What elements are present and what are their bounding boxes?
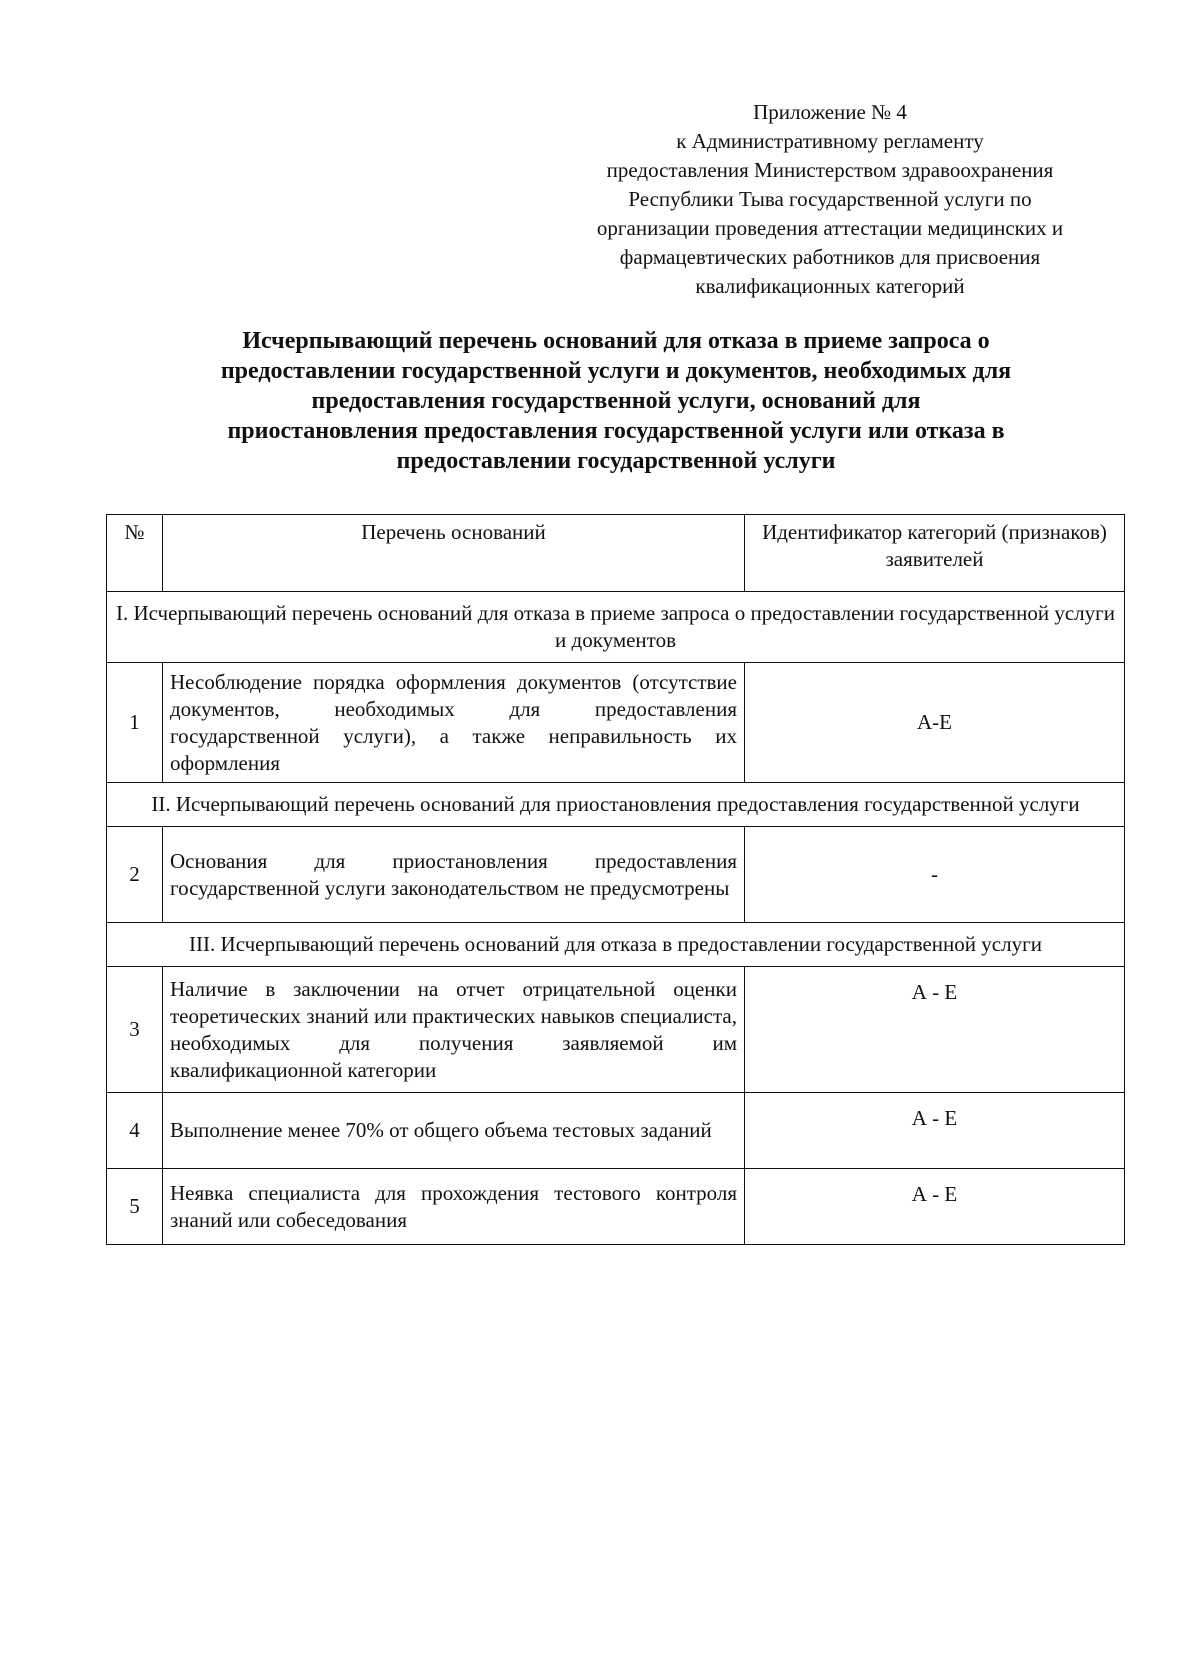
row-identifier: А - Е (745, 1093, 1125, 1169)
row-reason: Выполнение менее 70% от общего объема тестовых заданий (163, 1093, 745, 1169)
row-identifier: А-Е (745, 663, 1125, 783)
section-heading: I. Исчерпывающий перечень оснований для отказа в приеме запроса о предоставлении государственной услуги и документов (107, 592, 1125, 663)
annex-line: квалификационных категорий (695, 274, 965, 298)
row-num: 3 (107, 967, 163, 1093)
title-line: предоставлении государственной услуги и документов, необходимых для (220, 358, 1012, 384)
annex-line: к Административному регламенту (676, 129, 984, 153)
grounds-table (106, 514, 1125, 1245)
row-reason: Наличие в заключении на отчет отрицательной оценки теоретических знаний или практических навыков специалиста, необходимых для получения заявляемой им квалификационной категории (163, 967, 745, 1093)
document-title (108, 326, 1124, 476)
row-identifier: - (745, 827, 1125, 923)
header-reason: Перечень оснований (163, 515, 745, 592)
annex-line: предоставления Министерством здравоохранения (606, 158, 1054, 182)
section-heading: III. Исчерпывающий перечень оснований для отказа в предоставлении государственной услуги (107, 923, 1125, 967)
title-line: предоставлении государственной услуги (396, 448, 836, 474)
section-row (107, 783, 1125, 827)
section-heading: II. Исчерпывающий перечень оснований для приостановления предоставления государственной услуги (107, 783, 1125, 827)
annex-line: организации проведения аттестации медицинских и (596, 216, 1064, 240)
row-num: 4 (107, 1093, 163, 1169)
table-row (107, 1093, 1125, 1169)
row-num: 5 (107, 1169, 163, 1245)
row-identifier: А - Е (745, 1169, 1125, 1245)
header-num: № (107, 515, 163, 592)
annex-line: Приложение № 4 (753, 100, 907, 124)
table-row (107, 1169, 1125, 1245)
table-header-row (107, 515, 1125, 592)
header-identifier: Идентификатор категорий (признаков) заявителей (745, 515, 1125, 592)
row-reason: Несоблюдение порядка оформления документов (отсутствие документов, необходимых для предоставления государственной услуги), а также неправильность их оформления (163, 663, 745, 783)
row-reason: Основания для приостановления предоставления государственной услуги законодательством не предусмотрены (163, 827, 745, 923)
row-reason: Неявка специалиста для прохождения тестового контроля знаний или собеседования (163, 1169, 745, 1245)
table-row (107, 967, 1125, 1093)
row-num: 2 (107, 827, 163, 923)
annex-header (560, 98, 1100, 301)
title-line: приостановления предоставления государственной услуги или отказа в (227, 418, 1005, 444)
section-row (107, 923, 1125, 967)
table-row (107, 827, 1125, 923)
row-num: 1 (107, 663, 163, 783)
row-identifier: А - Е (745, 967, 1125, 1093)
title-line: Исчерпывающий перечень оснований для отказа в приеме запроса о (242, 328, 990, 354)
table-row (107, 663, 1125, 783)
annex-line: фармацевтических работников для присвоения (619, 245, 1041, 269)
annex-line: Республики Тыва государственной услуги по (628, 187, 1032, 211)
title-line: предоставления государственной услуги, оснований для (311, 388, 921, 414)
section-row (107, 592, 1125, 663)
